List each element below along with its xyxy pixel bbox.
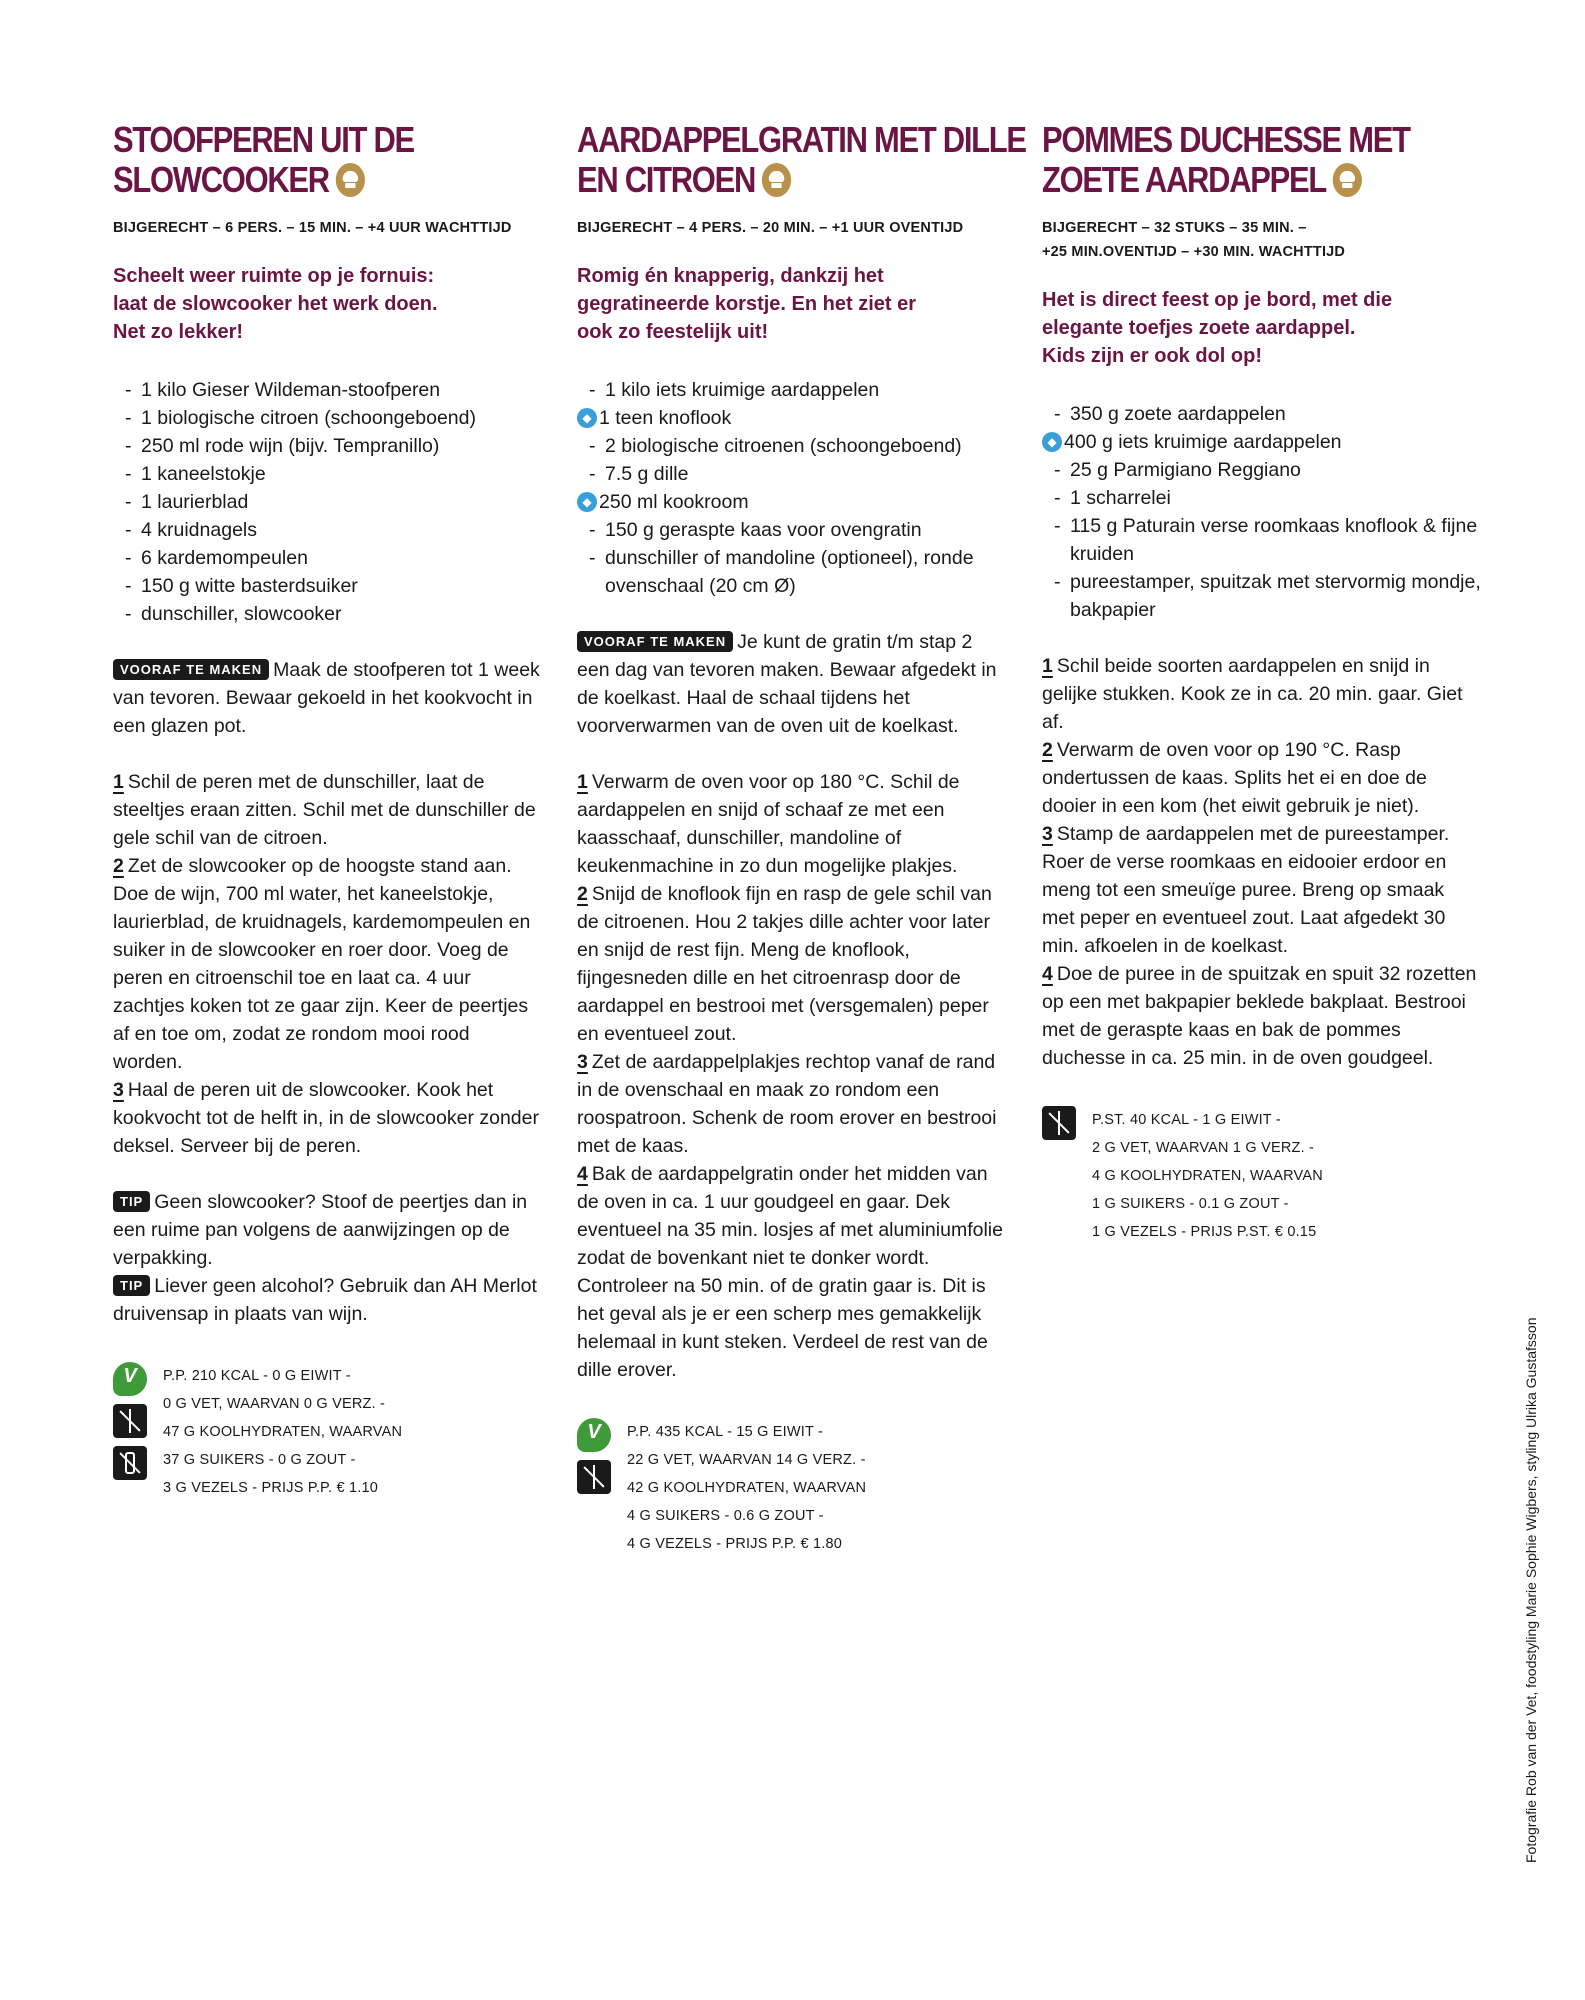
ah-product-icon: ◆ [1042, 432, 1062, 452]
ingredient: - dunschiller, slowcooker [113, 600, 543, 628]
recipe-title: POMMES DUCHESSE MET ZOETE AARDAPPEL [1042, 119, 1410, 200]
ingredient: - 4 kruidnagels [113, 516, 543, 544]
vooraf-badge: VOORAF TE MAKEN [577, 631, 733, 652]
step: 3 Stamp de aardappelen met de pureestamper. Roer de verse roomkaas en eidooier erdoor en meng tot een smeuïge puree. Breng op smaak met peper en eventueel zout. Laat afgedekt 30 min. afkoelen in de koelkast. [1042, 823, 1450, 957]
recipe-meta: BIJGERECHT – 6 PERS. – 15 MIN. – +4 UUR WACHTTIJD [113, 220, 512, 236]
ingredient: - 1 kaneelstokje [113, 460, 543, 488]
ingredient: - 1 kilo Gieser Wildeman-stoofperen [113, 376, 543, 404]
tip-badge: TIP [113, 1275, 150, 1296]
step: 2 Snijd de knoflook fijn en rasp de gele schil van de citroenen. Hou 2 takjes dille achter voor later en snijd de rest fijn. Meng de knoflook, fijngesneden dille en het citroenrasp door de aardappel en bestrooi met (versgemalen) peper en eventueel zout. [577, 883, 992, 1045]
step: 1 Verwarm de oven voor op 180 °C. Schil de aardappelen en snijd of schaaf ze met een kaasschaaf, dunschiller, mandoline of keukenmachine in zo dun mogelijke plakjes. [577, 771, 960, 877]
recipe-pommes-duchesse [1042, 120, 1482, 1246]
recipe-intro: Scheelt weer ruimte op je fornuis: laat de slowcooker het werk doen. Net zo lekker! [113, 265, 438, 343]
ingredient: - dunschiller of mandoline (optioneel), ronde ovenschaal (20 cm Ø) [577, 544, 1007, 600]
step: 1 Schil beide soorten aardappelen en snijd in gelijke stukken. Kook ze in ca. 20 min. gaar. Giet af. [1042, 655, 1463, 733]
ingredient: - 150 g witte basterdsuiker [113, 572, 543, 600]
gluten-free-icon [113, 1404, 147, 1438]
step: 2 Zet de slowcooker op de hoogste stand aan. Doe de wijn, 700 ml water, het kaneelstokje, laurierblad, de kruidnagels, kardemompeulen en suiker in de slowcooker en roer door. Voeg de peren en citroenschil toe en laat ca. 4 uur zachtjes koken tot ze gaar zijn. Keer de peertjes af en toe om, zodat ze rondom mooi rood worden. [113, 855, 531, 1073]
recipe-title: AARDAPPELGRATIN MET DILLE EN CITROEN [577, 119, 1026, 200]
ingredient: - 350 g zoete aardappelen [1042, 400, 1482, 428]
ingredient: - 6 kardemompeulen [113, 544, 543, 572]
ah-product-icon: ◆ [577, 408, 597, 428]
nutrition-text: P.P. 210 KCAL - 0 G EIWIT - 0 G VET, WAARVAN 0 G VERZ. - 47 G KOOLHYDRATEN, WAARVAN 37 G SUIKERS - 0 G ZOUT - 3 G VEZELS - PRIJS P.P. € 1.10 [163, 1368, 403, 1496]
step: 4 Bak de aardappelgratin onder het midden van de oven in ca. 1 uur goudgeel en gaar. Dek eventueel na 35 min. losjes af met aluminiumfolie zodat de bovenkant niet te donker wordt. Controleer na 50 min. of de gratin gaar is. Dit is het geval als je er een scherp mes gemakkelijk helemaal in kunt steken. Verdeel de rest van de dille erover. [577, 1163, 1003, 1381]
step: 1 Schil de peren met de dunschiller, laat de steeltjes eraan zitten. Schil met de dunschiller de gele schil van de citroen. [113, 771, 536, 849]
steps [577, 768, 1007, 1384]
vega-icon: V [577, 1418, 611, 1452]
ingredient: - 2 biologische citroenen (schoongeboend) [577, 432, 1007, 460]
step: 4 Doe de puree in de spuitzak en spuit 32 rozetten op een met bakpapier beklede bakplaat. Bestrooi met de geraspte kaas en bak de pommes duchesse in ca. 25 min. in de oven goudgeel. [1042, 963, 1477, 1069]
ingredient-list [1042, 400, 1482, 624]
recipe-stoofperen [113, 120, 543, 1502]
ingredient: ◆ 250 ml kookroom [577, 488, 1007, 516]
vooraf-paragraph: VOORAF TE MAKEN Je kunt de gratin t/m stap 2 een dag van tevoren maken. Bewaar afgedekt in de koelkast. Haal de schaal tijdens het voorverwarmen van de oven uit de koelkast. [577, 631, 997, 737]
recipe-meta: BIJGERECHT – 32 STUKS – 35 MIN. – +25 MIN.OVENTIJD – +30 MIN. WACHTTIJD [1042, 220, 1346, 260]
gluten-free-icon [577, 1460, 611, 1494]
ingredient: - 1 kilo iets kruimige aardappelen [577, 376, 1007, 404]
recipe-aardappelgratin [577, 119, 1026, 1558]
lactose-free-icon [113, 1446, 147, 1480]
ingredient: - 150 g geraspte kaas voor ovengratin [577, 516, 1007, 544]
ingredient: - 250 ml rode wijn (bijv. Tempranillo) [113, 432, 543, 460]
ingredient: - 1 biologische citroen (schoongeboend) [113, 404, 543, 432]
ingredient: ◆ 400 g iets kruimige aardappelen [1042, 428, 1482, 456]
step: 3 Zet de aardappelplakjes rechtop vanaf de rand in de ovenschaal en maak zo rondom een roospatroon. Schenk de room erover en bestrooi met de kaas. [577, 1051, 997, 1157]
vooraf-paragraph: VOORAF TE MAKEN Maak de stoofperen tot 1 week van tevoren. Bewaar gekoeld in het kookvocht in een glazen pot. [113, 659, 540, 737]
tip-badge: TIP [113, 1191, 150, 1212]
ingredient-list [113, 376, 543, 628]
nutrition-block [113, 1362, 543, 1502]
recipe-title: STOOFPEREN UIT DE SLOWCOOKER [113, 119, 414, 200]
nutrition-block [1042, 1106, 1482, 1246]
ingredient: - 115 g Paturain verse roomkaas knoflook & fijne kruiden [1042, 512, 1482, 568]
tips [113, 1188, 543, 1328]
ingredient: - 25 g Parmigiano Reggiano [1042, 456, 1482, 484]
recipe-meta: BIJGERECHT – 4 PERS. – 20 MIN. – +1 UUR OVENTIJD [577, 220, 964, 236]
recipe-intro: Het is direct feest op je bord, met die elegante toefjes zoete aardappel. Kids zijn er ook dol op! [1042, 289, 1393, 367]
tip: TIP Geen slowcooker? Stoof de peertjes dan in een ruime pan volgens de aanwijzingen op de verpakking. [113, 1191, 528, 1269]
nutrition-block [577, 1418, 1007, 1558]
photo-credit: Fotografie Rob van der Vet, foodstyling Marie Sophie Wigbers, styling Ulrika Gustafsson [1523, 1317, 1539, 1863]
steps [113, 768, 543, 1160]
ah-product-icon: ◆ [577, 492, 597, 512]
ingredient: - 1 laurierblad [113, 488, 543, 516]
vega-icon: V [113, 1362, 147, 1396]
recipe-intro: Romig én knapperig, dankzij het gegratineerde korstje. En het ziet er ook zo feestelijk uit! [577, 265, 916, 343]
nutrition-text: P.ST. 40 KCAL - 1 G EIWIT - 2 G VET, WAARVAN 1 G VERZ. - 4 G KOOLHYDRATEN, WAARVAN 1 G SUIKERS - 0.1 G ZOUT - 1 G VEZELS - PRIJS P.ST. € 0.15 [1092, 1112, 1323, 1240]
ingredient: ◆ 1 teen knoflook [577, 404, 1007, 432]
ingredient-list [577, 376, 1007, 600]
step: 2 Verwarm de oven voor op 190 °C. Rasp ondertussen de kaas. Splits het ei en doe de dooier in een kom (het eiwit gebruik je niet). [1042, 739, 1427, 817]
vooraf-badge: VOORAF TE MAKEN [113, 659, 269, 680]
chef-hat-icon [1333, 163, 1362, 197]
step: 3 Haal de peren uit de slowcooker. Kook het kookvocht tot de helft in, in de slowcooker zonder deksel. Serveer bij de peren. [113, 1079, 539, 1157]
nutrition-text: P.P. 435 KCAL - 15 G EIWIT - 22 G VET, WAARVAN 14 G VERZ. - 42 G KOOLHYDRATEN, WAARVAN 4 G SUIKERS - 0.6 G ZOUT - 4 G VEZELS - PRIJS P.P. € 1.80 [627, 1424, 867, 1552]
ingredient: - 1 scharrelei [1042, 484, 1482, 512]
chef-hat-icon [762, 163, 791, 197]
steps [1042, 652, 1482, 1072]
tip: TIP Liever geen alcohol? Gebruik dan AH Merlot druivensap in plaats van wijn. [113, 1275, 537, 1325]
gluten-free-icon [1042, 1106, 1076, 1140]
ingredient: - pureestamper, spuitzak met stervormig mondje, bakpapier [1042, 568, 1482, 624]
chef-hat-icon [336, 163, 365, 197]
ingredient: - 7.5 g dille [577, 460, 1007, 488]
